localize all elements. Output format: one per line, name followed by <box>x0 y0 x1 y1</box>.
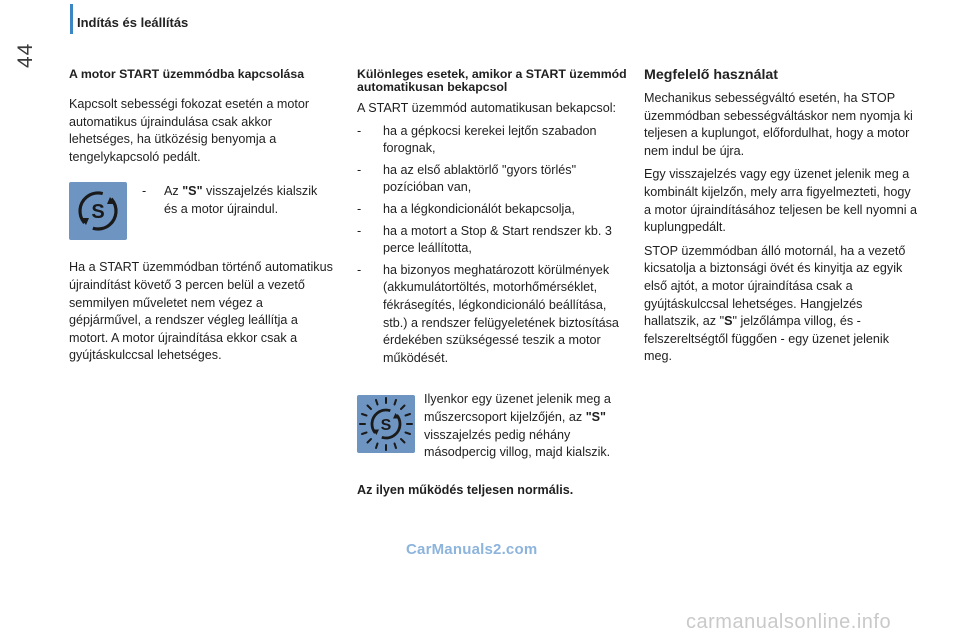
paragraph-intro: A START üzemmód automatikusan bekapcsol: <box>357 101 617 115</box>
heading-start-mode: A motor START üzemmódba kapcsolása <box>69 67 305 81</box>
column-special-cases <box>357 68 629 497</box>
section-accent-bar <box>70 4 73 34</box>
indicator-row-s-off <box>69 179 334 243</box>
paragraph-gear-restart: Kapcsolt sebességi fokozat esetén a motor automatikus újraindulása csak akkor lehetséges, ha ütközésig benyomja a tengelykapcsoló pedált. <box>69 97 310 164</box>
heading-special-cases: Különleges esetek, amikor a START üzemmód automatikusan bekapcsol <box>357 67 627 94</box>
page-number: 44 <box>14 42 37 68</box>
list-item: - ha a gépkocsi kerekei lejtőn szabadon forognak, <box>357 123 597 156</box>
column-proper-use <box>644 68 920 366</box>
indicator-text-s-off: - Az "S" visszajelzés kialszik és a motor újraindul. <box>142 184 318 216</box>
special-cases-list <box>357 123 629 368</box>
indicator-row-s-flash <box>357 391 629 467</box>
stop-start-s-flashing-icon <box>357 395 415 453</box>
svg-text:S: S <box>91 201 105 224</box>
list-item: - ha a légkondicionálót bekapcsolja, <box>357 201 575 216</box>
paragraph-seatbelt-door: STOP üzemmódban álló motornál, ha a vezető kicsatolja a biztonsági övét és kinyitja az egyik első ajtót, a motor újraindítása csak a gyújtáskulccsal lehetséges. Hangjelzés hallatszik, az "S" jelzőlámpa villog, és - felszereltségtől függően - egy üzenet jelenik meg. <box>644 243 906 364</box>
section-title: Indítás és leállítás <box>77 15 189 30</box>
stop-start-s-icon <box>69 182 127 240</box>
paragraph-display-message: Egy visszajelzés vagy egy üzenet jelenik meg a kombinált kijelzőn, mely arra figyelmezteti, hogy a motor újraindításához teljesen be kell nyomni a kuplungpedált. <box>644 167 918 235</box>
list-item: - ha az első ablaktörlő "gyors törlés" pozícióban van, <box>357 162 577 195</box>
paragraph-clutch-warning: Mechanikus sebességváltó esetén, ha STOP üzemmódban sebességváltáskor nem nyomja ki teljesen a kuplungot, előfordulhat, hogy a motor nem indul be újra. <box>644 91 913 158</box>
footer-brand: carmanualsonline.info <box>686 611 892 633</box>
indicator-text-s-flash: Ilyenkor egy üzenet jelenik meg a műszercsoport kijelzőjén, az "S" visszajelzés pedig néhány másodpercig villog, majd kialszik. <box>424 392 611 460</box>
list-item: - ha a motort a Stop & Start rendszer kb. 3 perce leállította, <box>357 223 612 256</box>
closing-note: Az ilyen működés teljesen normális. <box>357 483 574 498</box>
list-item: - ha bizonyos meghatározott körülmények (akkumulátortöltés, motorhőmérséklet, fékrásegítés, légkondicionáló beállítása, stb.) a rendszer felügyeletének biztosítása érdekében szükségessé teszik a motor működését. <box>357 262 619 365</box>
heading-proper-use: Megfelelő használat <box>644 67 779 83</box>
svg-text:S: S <box>380 417 392 435</box>
column-start-mode <box>69 68 334 365</box>
paragraph-three-minute-stop: Ha a START üzemmódban történő automatikus újraindítást követő 3 percen belül a vezető semmilyen műveletet nem végez a gépjárművel, a rendszer végleg leállítja a motort. A motor újraindítása ekkor csak a gyújtáskulccsal lehetséges. <box>69 260 333 363</box>
watermark-carmanuals2: CarManuals2.com <box>406 541 538 558</box>
